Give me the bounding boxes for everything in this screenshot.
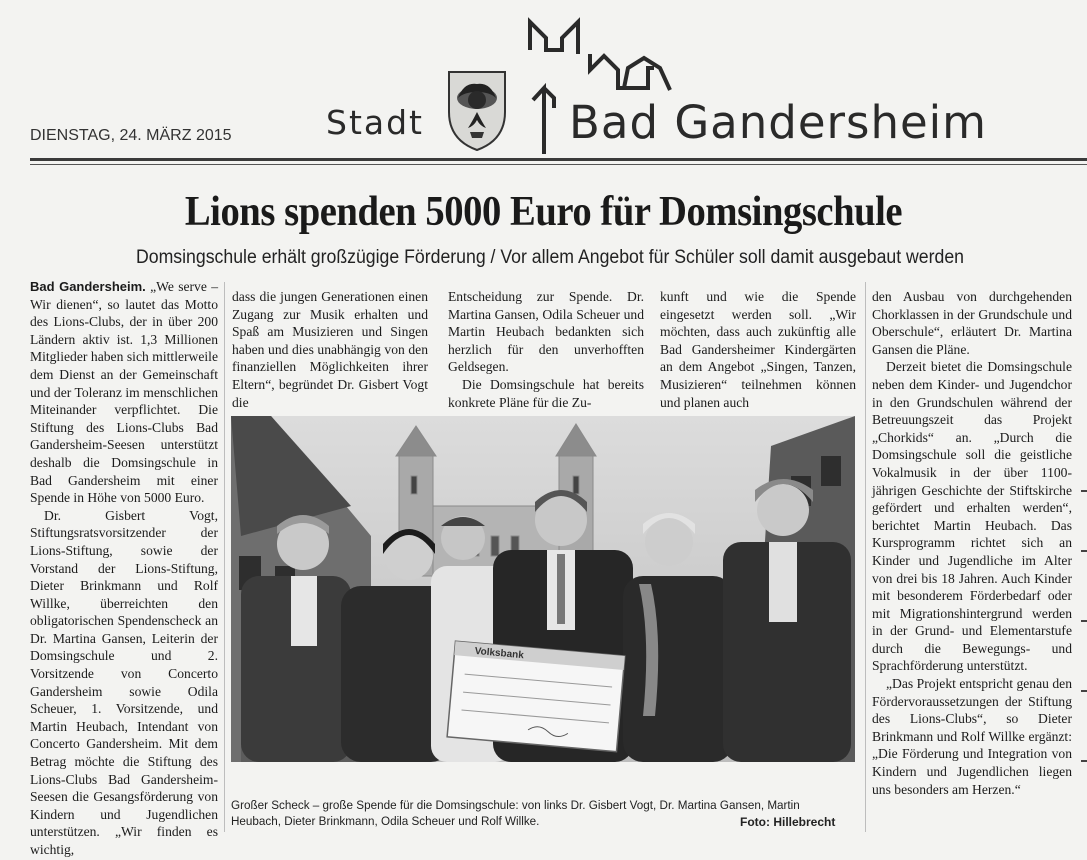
- article-column-4: [660, 288, 856, 410]
- masthead-town-name: Bad Gandersheim: [569, 96, 988, 149]
- article-headline: Lions spenden 5000 Euro für Domsingschule: [184, 189, 903, 235]
- paragraph: „Das Projekt entspricht genau den Fördervoraussetzungen der Stiftung des Lions-Clubs“, so Dieter Brinkmann und Rolf Willke ergänzt: „Die Förderung und Integration von Kindern und Jugendlichen liegen uns besonders am Herzen.“: [872, 676, 1072, 797]
- photo-credit: Foto: Hillebrecht: [740, 815, 836, 829]
- cheque-bank-name: Volksbank: [474, 645, 525, 662]
- paragraph: Dr. Gisbert Vogt, Stiftungsratsvorsitzender der Lions-Stiftung, sowie der Vorstand der Lions-Stiftung, Dieter Brinkmann und Rolf Willke, überreichten den obligatorischen Spendenscheck an Dr. Martina Gansen, Leiterin der Domsingschule und 2. Vorsitzende von Concerto Gandersheim sowie Odila Scheuer, 1. Vorsitzende, und Martin Heubach, Intendant von Concerto Gandersheim. Mit dem Betrag möchte die Stiftung des Lions-Clubs Bad Gandersheim-Seesen die Gesangsförderung von Kindern und Jugendlichen unterstützen. „Wir finden es wichtig,: [30, 507, 218, 857]
- paragraph: den Ausbau von durchgehenden Chorklassen in der Grundschule und Oberschule“, erläutert Dr. Martina Gansen die Pläne.: [872, 289, 1072, 357]
- masthead-rule-thick: [30, 158, 1087, 161]
- coat-of-arms-icon: [446, 68, 508, 152]
- article-subheadline: Domsingschule erhält großzügige Förderung / Vor allem Angebot für Schüler soll damit ausgebaut werden: [135, 247, 964, 268]
- column-divider: [865, 282, 866, 832]
- article-column-5: [872, 288, 1072, 836]
- article-column-1: [30, 278, 218, 857]
- column-divider: [224, 282, 225, 832]
- paragraph: Die Domsingschule hat bereits konkrete Pläne für die Zu-: [448, 376, 644, 410]
- clipped-neighbor-column: [1078, 470, 1087, 830]
- paragraph: Derzeit bietet die Domsingschule neben dem Kinder- und Jugendchor in den Grundschulen während der Betreuungszeit das Projekt „Chorkids“ an. „Durch die Domsingschule soll die geistliche Vokalmusik in der über 1100-jährigen Geschichte der Stiftskirche gefördert und erhalten werden“, berichtet Martin Heubach. Das Kursprogramm richtet sich an Kinder und Jugendliche im Alter von drei bis 18 Jahren. Auch Kinder mit besonderem Förderbedarf oder mit Migrationshintergrund werden in der Grund- und Elementarstufe durch die Bewegungs- und Sprachförderung unterstützt.: [872, 359, 1072, 674]
- paragraph: dass die jungen Generationen einen Zugang zur Musik erhalten und Spaß am Musizieren und Singen haben und dies unabhängig von den finanziellen Möglichkeiten ihrer Eltern“, begründet Dr. Gisbert Vogt die: [232, 289, 428, 410]
- paragraph: kunft und wie die Spende eingesetzt werden soll. „Wir möchten, dass auch zukünftig alle Bad Gandersheimer Kindergärten an dem Angebot „Singen, Tanzen, Musizieren“ teilnehmen können und planen auch: [660, 289, 856, 410]
- photo-cheque: [447, 641, 625, 751]
- article-column-2: [232, 288, 428, 410]
- paragraph-text: „We serve – Wir dienen“, so lautet das Motto des Lions-Clubs, der in über 200 Ländern aktiv ist. 1,3 Millionen Mitglieder haben sich mittlerweile dem Dienst an der Gemeinschaft und der Toleranz im menschlichen Miteinander verpflichtet. Die Stiftung des Lions-Clubs Bad Gandersheim-Seesen unterstützt deshalb die Domsingschule in Bad Gandersheim mit einer Spende in Höhe von 5000 Euro.: [30, 279, 218, 506]
- paragraph: [30, 278, 218, 507]
- article-column-3: [448, 288, 644, 410]
- group-photo: [231, 416, 855, 762]
- masthead-stadt: Stadt: [326, 103, 424, 142]
- dateline: Bad Gandersheim.: [30, 279, 146, 294]
- masthead-rule-thin: [30, 164, 1087, 165]
- issue-date: DIENSTAG, 24. MÄRZ 2015: [30, 127, 232, 144]
- photo-caption: Großer Scheck – große Spende für die Domsingschule: von links Dr. Gisbert Vogt, Dr. Martina Gansen, Martin Heubach, Dieter Brinkmann, Odila Scheuer und Rolf Willke.: [231, 798, 800, 828]
- paragraph: Entscheidung zur Spende. Dr. Martina Gansen, Odila Scheuer und Martin Heubach bedankten sich herzlich für den unverhofften Geldsegen.: [448, 289, 644, 375]
